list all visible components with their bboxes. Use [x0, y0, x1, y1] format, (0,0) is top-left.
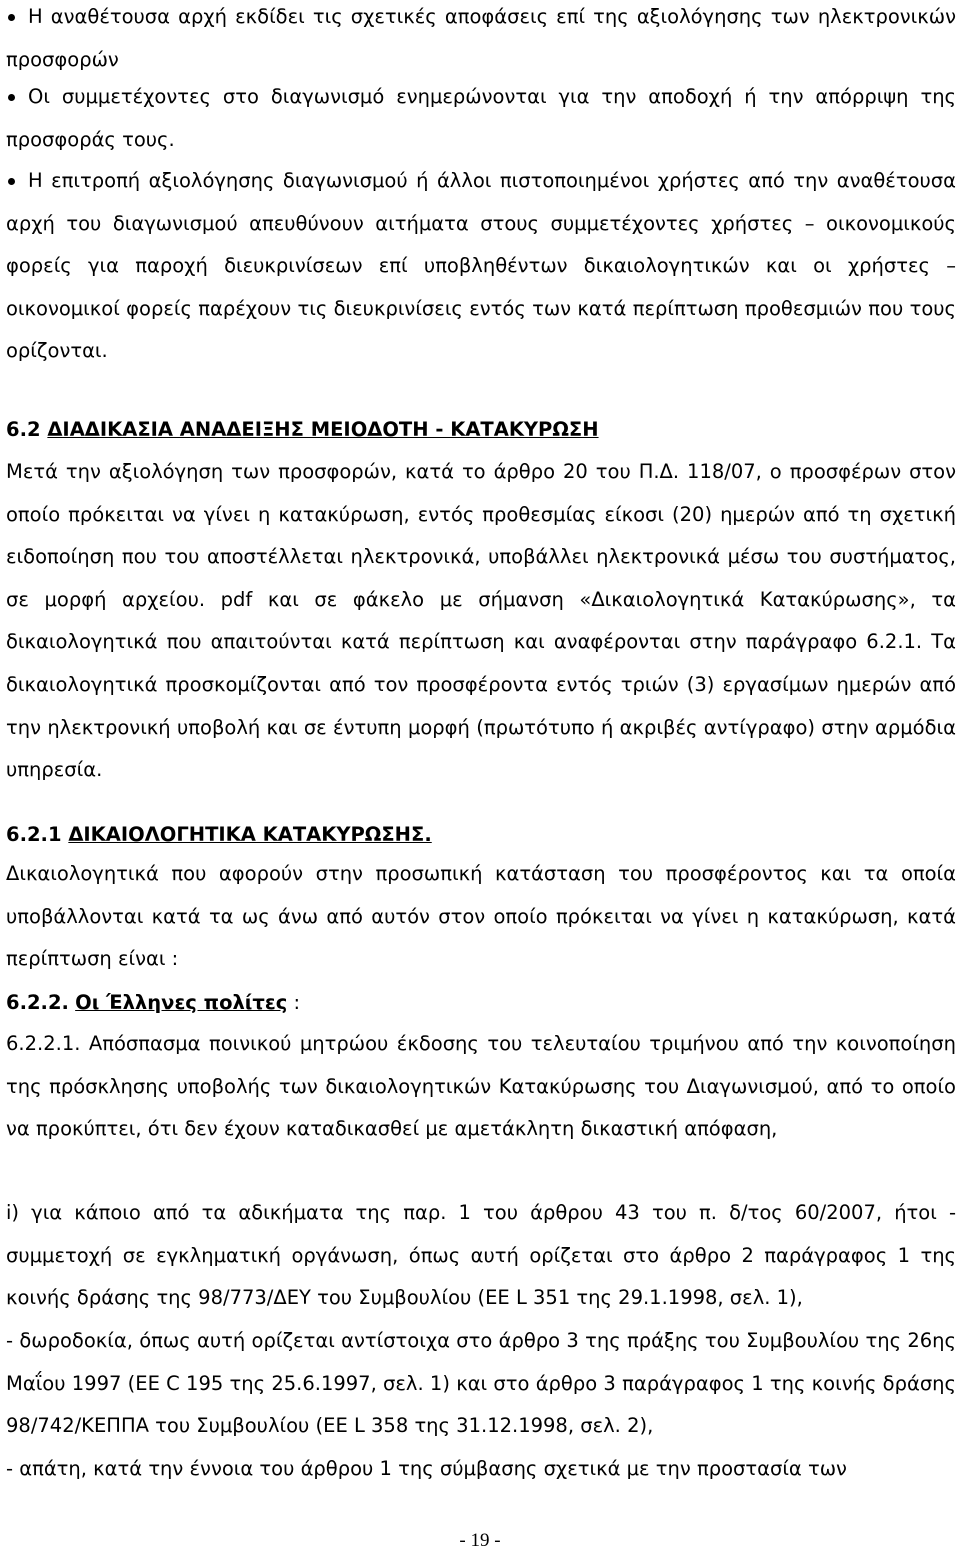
section-number: 6.2.2. — [6, 991, 69, 1014]
bullet-icon — [8, 94, 15, 101]
bullet-icon — [8, 14, 15, 21]
section-suffix: : — [287, 991, 301, 1014]
section-number: 6.2 — [6, 418, 41, 441]
section-paragraph-6-2-1: Δικαιολογητικά που αφορούν στην προσωπική κατάσταση του προσφέροντος και τα οποία υποβάλλονται κατά τα ως άνω από αυτόν στον οποίο πρόκειται να γίνει η κατακύρωση, κατά περίπτωση είναι : — [6, 862, 956, 971]
section-title: ΔΙΑΔΙΚΑΣΙΑ ΑΝΑΔΕΙΞΗΣ ΜΕΙΟΔΟΤΗ - ΚΑΤΑΚΥΡΩΣΗ — [47, 418, 599, 441]
section-heading-6-2 — [6, 410, 599, 450]
bullet-text: Η αναθέτουσα αρχή εκδίδει τις σχετικές αποφάσεις επί της αξιολόγησης των ηλεκτρονικών προσφορών — [6, 5, 956, 71]
section-paragraph-6-2-2-1: 6.2.2.1. Απόσπασμα ποινικού μητρώου έκδοσης του τελευταίου τριμήνου από την κοινοποίηση της πρόσκλησης υποβολής των δικαιολογητικών Κατακύρωσης του Διαγωνισμού, από το οποίο να προκύπτει, ότι δεν έχουν καταδικασθεί με αμετάκλητη δικαστική απόφαση, — [6, 1032, 956, 1141]
bullet-icon — [8, 178, 15, 185]
section-title: Οι Έλληνες πολίτες — [75, 991, 288, 1014]
section-number: 6.2.1 — [6, 823, 62, 846]
list-item: - δωροδοκία, όπως αυτή ορίζεται αντίστοιχα στο άρθρο 3 της πράξης του Συμβουλίου της 26ης Μαΐου 1997 (ΕΕ C 195 της 25.6.1997, σελ. 1) και στο άρθρο 3 παράγραφος 1 της κοινής δράσης 98/742/ΚΕΠΠΑ του Συμβουλίου (ΕΕ L 358 της 31.12.1998, σελ. 2), — [6, 1329, 956, 1438]
page-number: - 19 - — [459, 1530, 501, 1551]
section-paragraph-6-2: Μετά την αξιολόγηση των προσφορών, κατά το άρθρο 20 του Π.Δ. 118/07, ο προσφέρων στον οποίο πρόκειται να γίνει η κατακύρωση, εντός προθεσμίας είκοσι (20) ημερών από τη σχετική ειδοποίηση που του αποστέλλεται ηλεκτρονικά, υποβάλλει ηλεκτρονικά μέσω του συστήματος, σε μορφή αρχείου. pdf και σε φάκελο με σήμανση «Δικαιολογητικά Κατακύρωσης», τα δικαιολογητικά που απαιτούνται κατά περίπτωση και αναφέρονται στην παράγραφο 6.2.1. Τα δικαιολογητικά προσκομίζονται από τον προσφέροντα εντός τριών (3) εργασίμων ημερών από την ηλεκτρονική υποβολή και σε έντυπη μορφή (πρωτότυπο ή ακριβές αντίγραφο) στην αρμόδια υπηρεσία. — [6, 460, 956, 782]
bullet-item — [6, 160, 956, 373]
bullet-text: Η επιτροπή αξιολόγησης διαγωνισμού ή άλλοι πιστοποιημένοι χρήστες από την αναθέτουσα αρχή του διαγωνισμού απευθύνουν αιτήματα στους συμμετέχοντες χρήστες – οικονομικούς φορείς για παροχή διευκρινίσεων επί υποβληθέντων δικαιολογητικών και οι χρήστες – οικονομικοί φορείς παρέχουν τις διευκρινίσεις εντός των κατά περίπτωση προθεσμιών που τους ορίζονται. — [6, 169, 956, 363]
list-item: - απάτη, κατά την έννοια του άρθρου 1 της σύμβασης σχετικά με την προστασία των — [6, 1457, 847, 1480]
bullet-text: Οι συμμετέχοντες στο διαγωνισμό ενημερώνονται για την αποδοχή ή την απόρριψη της προσφοράς τους. — [6, 85, 956, 151]
list-item: i) για κάποιο από τα αδικήματα της παρ. 1 του άρθρου 43 του π. δ/τος 60/2007, ήτοι - συμμετοχή σε εγκληματική οργάνωση, όπως αυτή ορίζεται στο άρθρο 2 παράγραφος 1 της κοινής δράσης της 98/773/ΔΕΥ του Συμβουλίου (ΕΕ L 351 της 29.1.1998, σελ. 1), — [6, 1201, 956, 1310]
section-heading-6-2-1 — [6, 815, 432, 855]
bullet-item — [6, 0, 956, 81]
section-heading-6-2-2 — [6, 983, 300, 1023]
section-title: ΔΙΚΑΙΟΛΟΓΗΤΙΚΑ ΚΑΤΑΚΥΡΩΣΗΣ. — [68, 823, 432, 846]
bullet-item — [6, 76, 956, 161]
